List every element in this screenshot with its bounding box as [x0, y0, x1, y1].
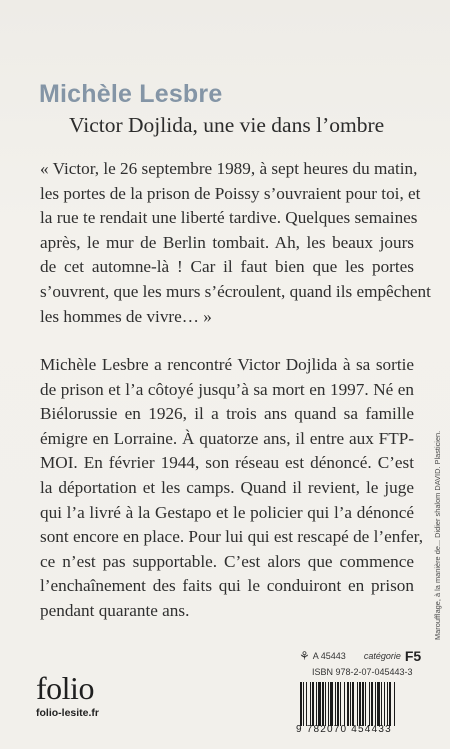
quote-line: « Victor, le 26 septembre 1989, à sept heures du matin, — [40, 159, 418, 178]
quote-line: la rue te rendait une liberté tardive. Quelques semaines — [40, 208, 418, 228]
barcode-icon — [296, 682, 424, 726]
catalog-code: A 45443 — [312, 651, 346, 661]
quote-line: les hommes de vivre… » — [40, 306, 212, 326]
cover-credit: Maroufflage, à la manière de... Didier shalom DAVID. Plasticien. — [433, 430, 442, 640]
catalog-row — [299, 648, 421, 664]
publisher-logo: folio — [36, 670, 94, 706]
summary-line: qui l’a livré à la Gestapo et le policier qui l’a dénoncé — [40, 502, 414, 522]
summary-line: la déportation et les camps. Quand il revient, le juge — [40, 477, 414, 497]
category-label: catégorie — [363, 651, 401, 661]
isbn: ISBN 978-2-07-045443-3 — [312, 667, 413, 677]
barcode-number: 9 782070 454433 — [296, 724, 392, 735]
summary-line: Michèle Lesbre a rencontré Victor Dojlida à sa sortie — [40, 355, 414, 374]
summary-block — [40, 353, 424, 624]
category-value: F5 — [404, 648, 422, 664]
summary-line: ce n’est pas supportable. C’est alors que commence — [40, 551, 414, 571]
book-title: Victor Dojlida, une vie dans l’ombre — [69, 113, 385, 137]
publisher-website: folio-lesite.fr — [36, 707, 100, 719]
catalog-symbol-icon: ⚘ — [299, 649, 310, 663]
summary-line: émigre en Lorraine. À quatorze ans, il entre aux FTP- — [40, 428, 414, 448]
quote-line: les portes de la prison de Poissy s’ouvraient pour toi, et — [40, 183, 421, 203]
quote-line: après, le mur de Berlin tombait. Ah, les beaux jours — [40, 232, 414, 252]
quote-line: de cet automne-là ! Car il faut bien que les portes — [40, 257, 414, 277]
summary-line: Biélorussie en 1926, il a trois ans quand sa famille — [40, 404, 414, 424]
summary-line: l’enchaînement des faits qui le conduiront en prison — [40, 576, 414, 596]
summary-line: MOI. En février 1944, son réseau est dénoncé. C’est — [40, 453, 414, 473]
summary-line: pendant quarante ans. — [40, 600, 190, 620]
quote-line: s’ouvrent, que les murs s’écroulent, quand ils empêchent — [40, 281, 431, 301]
author-name: Michèle Lesbre — [39, 80, 223, 108]
quote-block — [40, 157, 431, 329]
summary-line: sont encore en place. Pour lui qui est rescapé de l’enfer, — [40, 527, 424, 547]
summary-line: de prison et l’a côtoyé jusqu’à sa mort en 1997. Né en — [40, 379, 414, 399]
